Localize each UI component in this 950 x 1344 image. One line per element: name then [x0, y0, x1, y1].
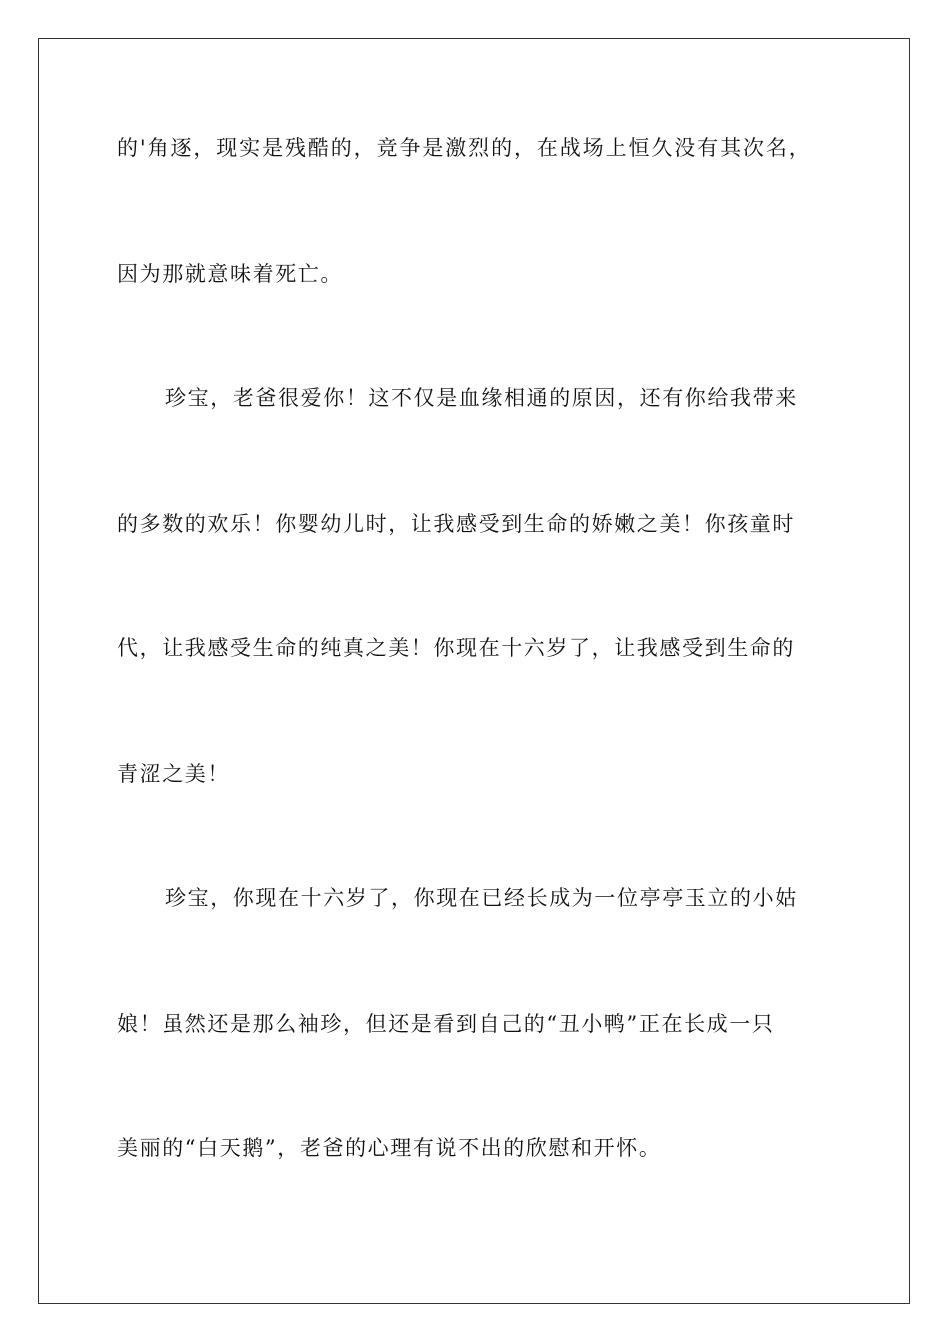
text-line: 的多数的欢乐！你婴幼儿时，让我感受到生命的娇嫩之美！你孩童时: [117, 512, 795, 536]
text-line: 因为那就意味着死亡。: [117, 262, 343, 286]
page-frame: [38, 38, 910, 1304]
text-line: 娘！虽然还是那么袖珍，但还是看到自己的“丑小鸭”正在长成一只: [117, 1012, 775, 1036]
text-line: 代，让我感受生命的纯真之美！你现在十六岁了，让我感受到生命的: [117, 636, 795, 660]
paragraph-start-line: 珍宝，你现在十六岁了，你现在已经长成为一位亭亭玉立的小姑: [165, 886, 798, 910]
text-line: 美丽的“白天鹅”，老爸的心理有说不出的欣慰和开怀。: [117, 1136, 662, 1160]
paragraph-start-line: 珍宝，老爸很爱你！这不仅是血缘相通的原因，还有你给我带来: [165, 386, 798, 410]
text-line: 的'角逐，现实是残酷的，竞争是激烈的，在战场上恒久没有其次名，: [117, 136, 812, 160]
text-line: 青涩之美！: [117, 762, 230, 786]
